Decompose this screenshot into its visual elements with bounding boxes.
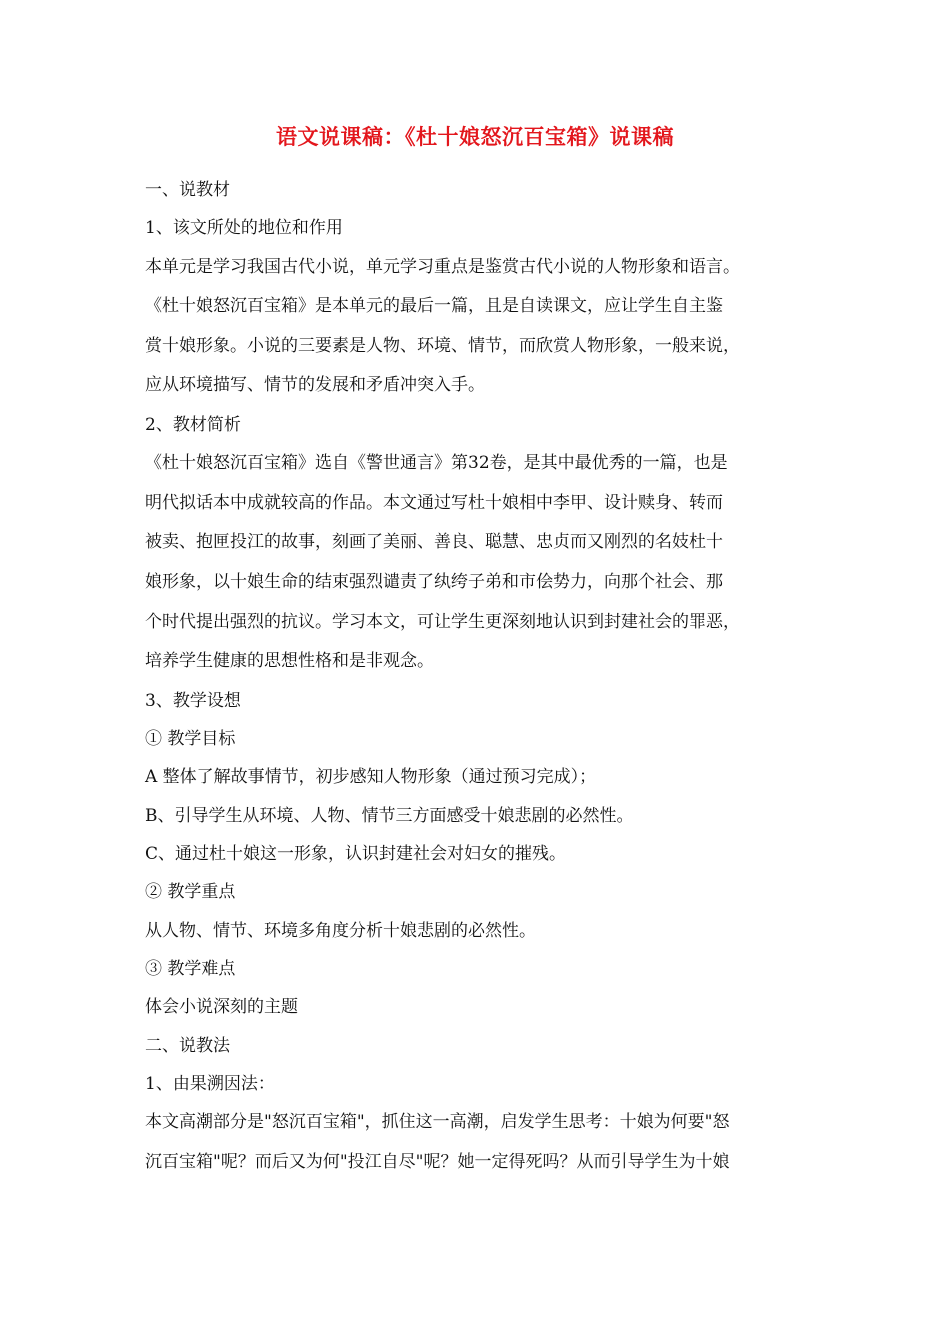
list-heading: ② 教学重点 [145, 882, 236, 903]
paragraph-line: 从人物、情节、环境多角度分析十娘悲剧的必然性。 [145, 920, 536, 941]
list-item: A 整体了解故事情节，初步感知人物形象（通过预习完成）； [145, 767, 597, 788]
paragraph-line: 被卖、抱匣投江的故事，刻画了美丽、善良、聪慧、忠贞而又刚烈的名妓杜十 [145, 532, 723, 553]
subsection-heading: 1、由果溯因法： [145, 1073, 275, 1094]
list-item: C、通过杜十娘这一形象，认识封建社会对妇女的摧残。 [145, 844, 567, 865]
document-title: 语文说课稿：《杜十娘怒沉百宝箱》说课稿 [276, 124, 674, 149]
paragraph-line: 娘形象，以十娘生命的结束强烈谴责了纨绔子弟和市侩势力，向那个社会、那 [145, 572, 723, 593]
section-heading: 二、说教法 [145, 1035, 230, 1056]
list-item: B、引导学生从环境、人物、情节三方面感受十娘悲剧的必然性。 [145, 805, 634, 826]
paragraph-line: 个时代提出强烈的抗议。学习本文，可让学生更深刻地认识到封建社会的罪恶， [145, 611, 740, 632]
paragraph-line: 赏十娘形象。小说的三要素是人物、环境、情节，而欣赏人物形象，一般来说， [145, 335, 740, 356]
list-heading: ③ 教学难点 [145, 958, 236, 979]
paragraph-line: 本文高潮部分是"怒沉百宝箱"，抓住这一高潮，启发学生思考：十娘为何要"怒 [145, 1112, 730, 1133]
section-heading: 一、说教材 [145, 180, 230, 200]
paragraph-line: 沉百宝箱"呢？而后又为何"投江自尽"呢？她一定得死吗？从而引导学生为十娘 [145, 1151, 730, 1172]
subsection-heading: 3、教学设想 [145, 690, 241, 711]
paragraph-line: 培养学生健康的思想性格和是非观念。 [145, 651, 434, 672]
paragraph-line: 《杜十娘怒沉百宝箱》选自《警世通言》第32卷，是其中最优秀的一篇，也是 [145, 453, 728, 474]
document-body [145, 171, 810, 1182]
paragraph-line: 本单元是学习我国古代小说，单元学习重点是鉴赏古代小说的人物形象和语言。 [145, 256, 740, 277]
subsection-heading: 1、该文所处的地位和作用 [145, 218, 343, 239]
paragraph-line: 《杜十娘怒沉百宝箱》是本单元的最后一篇，且是自读课文，应让学生自主鉴 [145, 296, 723, 317]
subsection-heading: 2、教材简析 [145, 414, 241, 435]
paragraph-line: 应从环境描写、情节的发展和矛盾冲突入手。 [145, 375, 485, 396]
list-heading: ① 教学目标 [145, 729, 236, 750]
paragraph-line: 明代拟话本中成就较高的作品。本文通过写杜十娘相中李甲、设计赎身、转而 [145, 492, 723, 513]
paragraph-line: 体会小说深刻的主题 [145, 997, 298, 1018]
